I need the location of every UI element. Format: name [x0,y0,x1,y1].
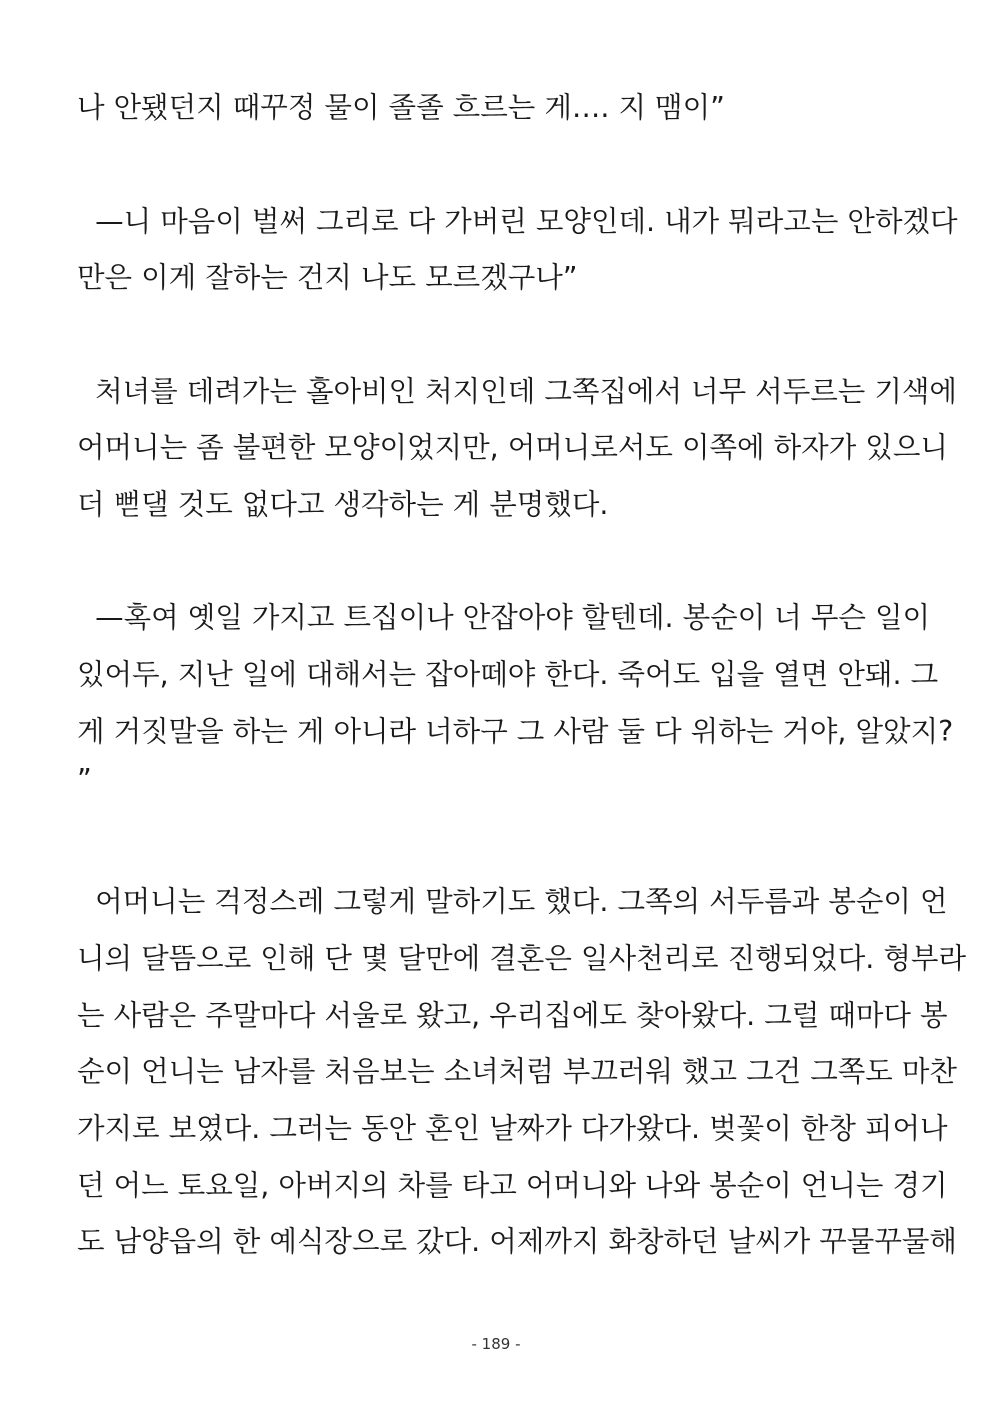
text-line: ” [77,763,92,796]
text-line: 어머니는 좀 불편한 모양이었지만, 어머니로서도 이쪽에 하자가 있으니 [77,431,948,464]
text-line: 순이 언니는 남자를 처음보는 소녀처럼 부끄러워 했고 그건 그쪽도 마찬 [77,1055,957,1088]
text-line: 더 뻗댈 것도 없다고 생각하는 게 분명했다. [77,488,609,521]
text-line: 던 어느 토요일, 아버지의 차를 타고 어머니와 나와 봉순이 언니는 경기 [77,1169,948,1202]
text-line: 가지로 보였다. 그러는 동안 혼인 날짜가 다가왔다. 벚꽃이 한창 피어나 [77,1112,948,1145]
text-line: 게 거짓말을 하는 게 아니라 너하구 그 사람 둘 다 위하는 거야, 알았지? [77,715,954,748]
text-line: 는 사람은 주말마다 서울로 왔고, 우리집에도 찾아왔다. 그럴 때마다 봉 [77,999,948,1032]
text-line: 만은 이게 잘하는 건지 나도 모르겠구나” [77,261,578,294]
text-line: 도 남양읍의 한 예식장으로 갔다. 어제까지 화창하던 날씨가 꾸물꾸물해 [77,1225,957,1258]
text-line: 있어두, 지난 일에 대해서는 잡아떼야 한다. 죽어도 입을 열면 안돼. 그 [77,658,939,691]
text-line: 니의 달뜸으로 인해 단 몇 달만에 결혼은 일사천리로 진행되었다. 형부라 [77,942,966,975]
text-line: 나 안됐던지 때꾸정 물이 졸졸 흐르는 게…. 지 맴이” [77,91,725,124]
text-line: —니 마음이 벌써 그리로 다 가버린 모양인데. 내가 뭐라고는 안하겠다 [77,205,958,238]
text-line: —혹여 옛일 가지고 트집이나 안잡아야 할텐데. 봉순이 너 무슨 일이 [77,601,931,634]
text-line: 처녀를 데려가는 홀아비인 처지인데 그쪽집에서 너무 서두르는 기색에 [77,375,957,408]
page-number: - 189 - [471,1335,521,1353]
text-line: 어머니는 걱정스레 그렇게 말하기도 했다. 그쪽의 서두름과 봉순이 언 [77,885,948,918]
